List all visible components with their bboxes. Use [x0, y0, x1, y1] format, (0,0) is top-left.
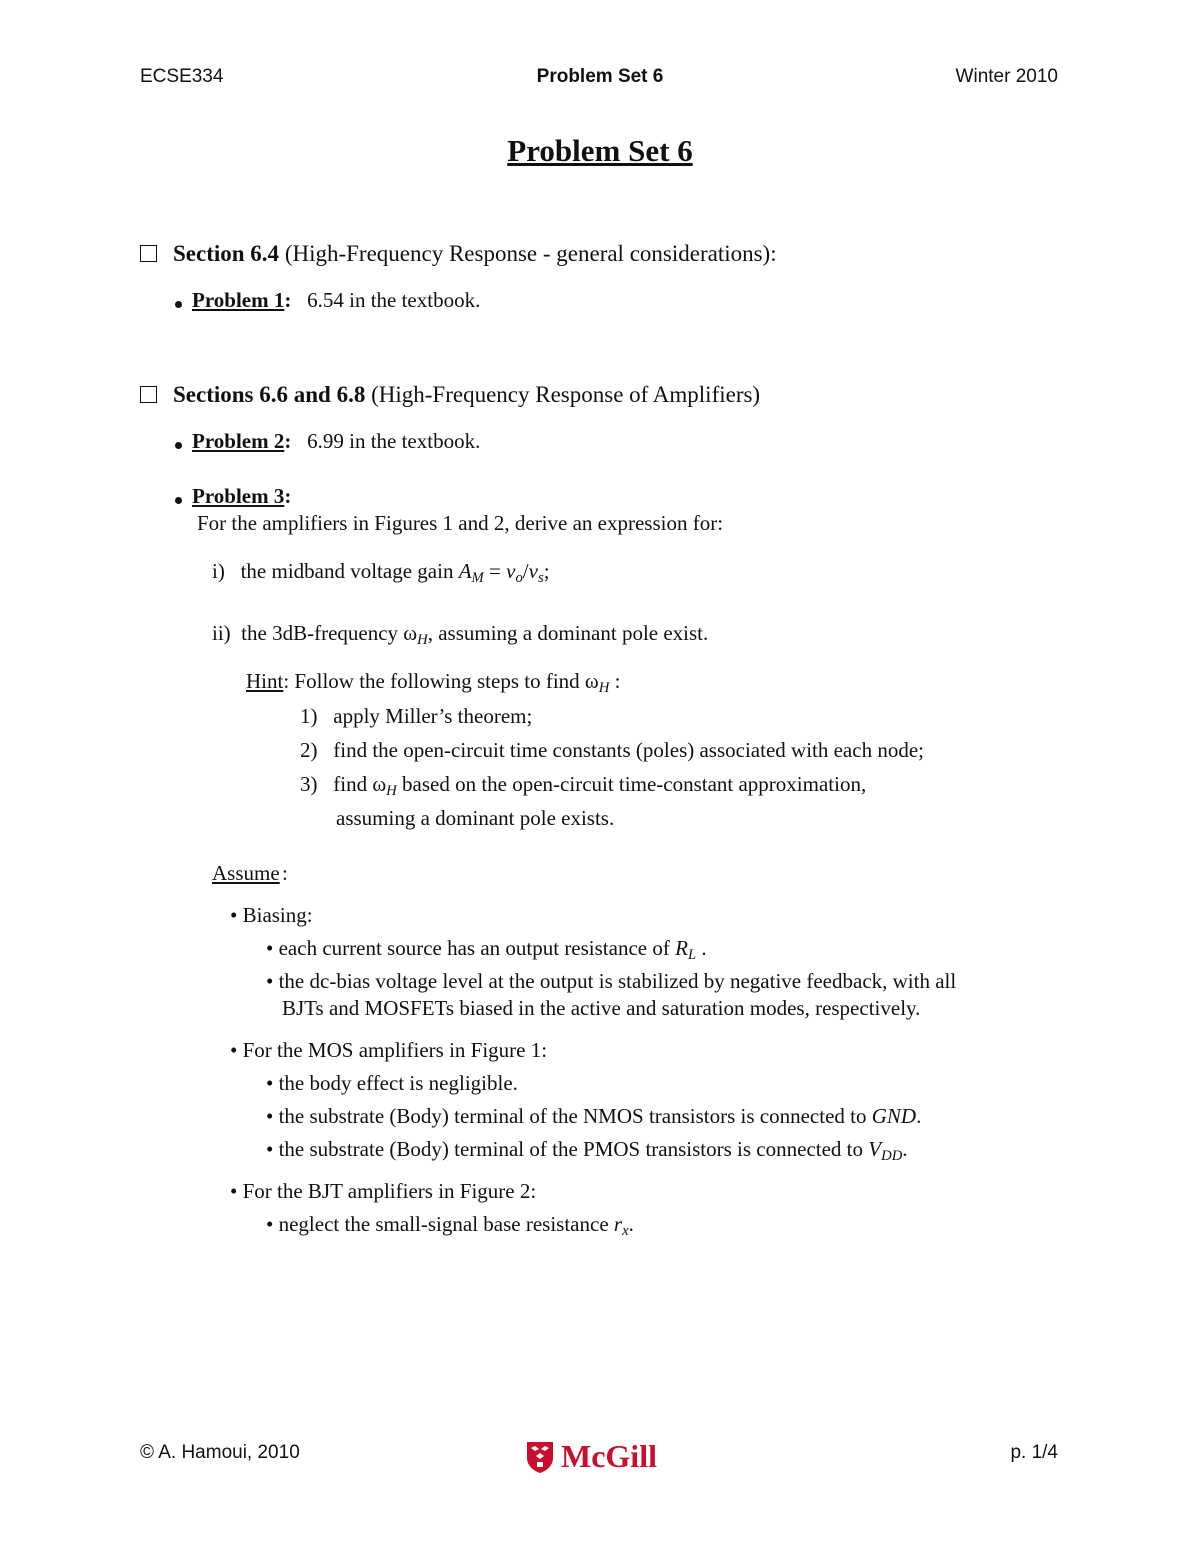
item-ii	[212, 621, 708, 649]
biasing: • Biasing:	[230, 903, 313, 927]
shield-icon	[525, 1440, 555, 1474]
bias-item-1: • each current source has an output resistance of $R_L$ .	[266, 936, 707, 963]
bjt-item-1: • neglect the small-signal base resistance $r_x$.	[266, 1212, 634, 1239]
step-text: find	[333, 772, 368, 796]
footer-page: p. 1/4	[1010, 1442, 1058, 1463]
page-title: Problem Set 6	[507, 133, 693, 168]
header-course: ECSE334	[140, 66, 224, 87]
problem-colon: :	[284, 429, 292, 453]
problem-label: Problem 2	[192, 429, 285, 453]
problem-2	[175, 429, 480, 454]
omega-h-symbol: $\omega_H$	[372, 772, 397, 799]
step-number: 3)	[300, 772, 318, 796]
problem-colon: :	[284, 288, 292, 312]
hint: Hint: Follow the following steps to find $\omega_H$ :	[246, 669, 621, 696]
step-number: 1)	[300, 704, 318, 728]
assume-colon: :	[282, 861, 288, 885]
bias-text: • each current source has an output resistance of	[266, 936, 670, 960]
bjt-heading: • For the BJT amplifiers in Figure 2:	[230, 1179, 537, 1203]
step-1	[300, 704, 532, 729]
mcgill-logo	[525, 1438, 657, 1475]
mos-heading: • For the MOS amplifiers in Figure 1:	[230, 1038, 548, 1062]
mos-item-2: • the substrate (Body) terminal of the NMOS transistors is connected to GND.	[266, 1104, 922, 1128]
assume-word: Assume	[212, 861, 280, 885]
item-text: the midband voltage gain	[240, 559, 454, 583]
footer-copyright: © A. Hamoui, 2010	[140, 1442, 300, 1463]
item-i: i) the midband voltage gain $A_M = v_o/v_s$;	[212, 559, 550, 586]
problem-3-intro: For the amplifiers in Figures 1 and 2, derive an expression for:	[197, 511, 724, 535]
rl-symbol: $R_L$	[675, 936, 697, 963]
problem-1	[175, 288, 480, 313]
step-3	[300, 772, 866, 800]
hint-text: : Follow the following steps to find	[283, 669, 580, 693]
item-number: ii)	[212, 621, 231, 645]
mos-item-1: • the body effect is negligible.	[266, 1071, 518, 1095]
section-desc: (High-Frequency Response of Amplifiers)	[365, 382, 761, 407]
bullet-icon	[175, 442, 182, 449]
step-text: find the open-circuit time constants (poles) associated with each node;	[333, 738, 924, 762]
section-6-4	[140, 241, 777, 267]
omega-h-symbol: $\omega_H$	[584, 669, 610, 696]
step-3-cont: assuming a dominant pole exists.	[336, 806, 615, 830]
header-title: Problem Set 6	[536, 66, 664, 87]
bullet-icon	[175, 301, 182, 308]
mos-text: • the substrate (Body) terminal of the PMOS transistors is connected to	[266, 1137, 864, 1161]
hint-label: Hint	[246, 669, 284, 693]
formula-gain: $A_M = v_o/v_s$	[458, 559, 544, 586]
problem-colon: :	[284, 484, 292, 508]
omega-h-symbol: $\omega_H$	[403, 621, 428, 648]
section-desc: (High-Frequency Response - general considerations):	[279, 241, 777, 266]
item-rest: , assuming a dominant pole exist.	[427, 621, 709, 645]
item-number: i)	[212, 559, 225, 583]
mos-text: • the substrate (Body) terminal of the NMOS transistors is connected to	[266, 1104, 867, 1128]
vdd-symbol: $V_{DD}$	[868, 1137, 903, 1164]
bullet-icon	[175, 497, 182, 504]
logo-text: McGill	[561, 1438, 657, 1474]
step-text: apply Miller’s theorem;	[333, 704, 533, 728]
section-label: Sections 6.6 and 6.8	[173, 382, 366, 407]
step-text: based on the open-circuit time-constant approximation,	[402, 772, 867, 796]
rx-symbol: $r_x$	[613, 1212, 629, 1239]
problem-text: 6.99 in the textbook.	[307, 429, 481, 453]
problem-3	[175, 484, 291, 509]
bias-item-2-cont: BJTs and MOSFETs biased in the active and saturation modes, respectively.	[282, 996, 921, 1020]
bjt-text: • neglect the small-signal base resistance	[266, 1212, 609, 1236]
section-label: Section 6.4	[173, 241, 280, 266]
bias-item-2: • the dc-bias voltage level at the output is stabilized by negative feedback, with all	[266, 969, 957, 993]
section-6-6-6-8	[140, 382, 760, 408]
step-2	[300, 738, 924, 763]
assume-label	[212, 861, 280, 886]
problem-label: Problem 3	[192, 484, 285, 508]
problem-label: Problem 1	[192, 288, 285, 312]
header-term: Winter 2010	[955, 66, 1058, 87]
mos-item-3: • the substrate (Body) terminal of the PMOS transistors is connected to $V_{DD}$.	[266, 1137, 908, 1164]
gnd-symbol: GND	[871, 1104, 917, 1128]
problem-text: 6.54 in the textbook.	[307, 288, 481, 312]
checkbox-icon	[140, 245, 157, 262]
item-text: the 3dB-frequency	[241, 621, 399, 645]
step-number: 2)	[300, 738, 318, 762]
checkbox-icon	[140, 386, 157, 403]
